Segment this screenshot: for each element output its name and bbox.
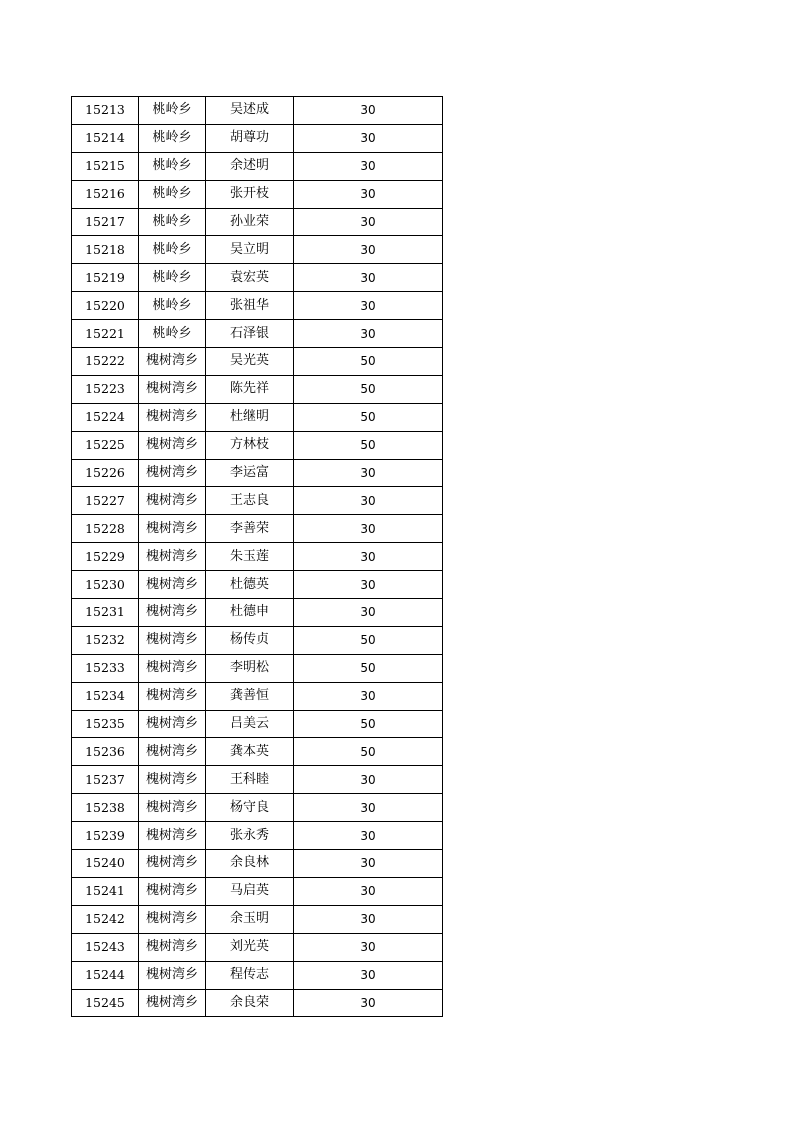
amount-cell: 30	[294, 877, 443, 905]
person-name-cell: 孙业荣	[206, 208, 294, 236]
amount-cell: 30	[294, 961, 443, 989]
id-cell: 15219	[72, 264, 139, 292]
amount-cell: 30	[294, 794, 443, 822]
person-name-cell: 杜德英	[206, 571, 294, 599]
table-row	[72, 710, 443, 738]
township-cell: 槐树湾乡	[139, 710, 206, 738]
table-row	[72, 738, 443, 766]
table-row	[72, 375, 443, 403]
person-name-cell: 马启英	[206, 877, 294, 905]
township-cell: 桃岭乡	[139, 97, 206, 125]
table-row	[72, 877, 443, 905]
township-cell: 桃岭乡	[139, 320, 206, 348]
amount-cell: 30	[294, 822, 443, 850]
id-cell: 15240	[72, 850, 139, 878]
amount-cell: 50	[294, 348, 443, 376]
id-cell: 15232	[72, 626, 139, 654]
person-name-cell: 石泽银	[206, 320, 294, 348]
table-row	[72, 487, 443, 515]
data-table	[71, 96, 443, 1017]
amount-cell: 30	[294, 180, 443, 208]
person-name-cell: 张永秀	[206, 822, 294, 850]
person-name-cell: 吕美云	[206, 710, 294, 738]
township-cell: 槐树湾乡	[139, 626, 206, 654]
table-row	[72, 766, 443, 794]
township-cell: 槐树湾乡	[139, 822, 206, 850]
amount-cell: 50	[294, 431, 443, 459]
person-name-cell: 杜继明	[206, 403, 294, 431]
amount-cell: 30	[294, 850, 443, 878]
amount-cell: 30	[294, 97, 443, 125]
township-cell: 桃岭乡	[139, 180, 206, 208]
table-row	[72, 208, 443, 236]
township-cell: 桃岭乡	[139, 124, 206, 152]
person-name-cell: 陈先祥	[206, 375, 294, 403]
amount-cell: 30	[294, 682, 443, 710]
id-cell: 15221	[72, 320, 139, 348]
id-cell: 15224	[72, 403, 139, 431]
township-cell: 槐树湾乡	[139, 905, 206, 933]
table-row	[72, 515, 443, 543]
township-cell: 槐树湾乡	[139, 933, 206, 961]
id-cell: 15228	[72, 515, 139, 543]
id-cell: 15223	[72, 375, 139, 403]
id-cell: 15226	[72, 459, 139, 487]
id-cell: 15222	[72, 348, 139, 376]
amount-cell: 30	[294, 543, 443, 571]
id-cell: 15236	[72, 738, 139, 766]
amount-cell: 30	[294, 320, 443, 348]
amount-cell: 30	[294, 264, 443, 292]
id-cell: 15233	[72, 654, 139, 682]
person-name-cell: 吴立明	[206, 236, 294, 264]
amount-cell: 30	[294, 571, 443, 599]
person-name-cell: 张祖华	[206, 292, 294, 320]
township-cell: 槐树湾乡	[139, 348, 206, 376]
table-row	[72, 292, 443, 320]
amount-cell: 50	[294, 375, 443, 403]
table-row	[72, 348, 443, 376]
table-row	[72, 626, 443, 654]
amount-cell: 50	[294, 654, 443, 682]
amount-cell: 30	[294, 766, 443, 794]
table-row	[72, 905, 443, 933]
person-name-cell: 方林枝	[206, 431, 294, 459]
table-row	[72, 124, 443, 152]
table-row	[72, 320, 443, 348]
table-row	[72, 571, 443, 599]
township-cell: 槐树湾乡	[139, 738, 206, 766]
table-row	[72, 682, 443, 710]
amount-cell: 30	[294, 124, 443, 152]
id-cell: 15229	[72, 543, 139, 571]
person-name-cell: 杨传贞	[206, 626, 294, 654]
id-cell: 15239	[72, 822, 139, 850]
amount-cell: 50	[294, 403, 443, 431]
township-cell: 槐树湾乡	[139, 850, 206, 878]
amount-cell: 30	[294, 459, 443, 487]
id-cell: 15241	[72, 877, 139, 905]
table-row	[72, 989, 443, 1017]
township-cell: 槐树湾乡	[139, 682, 206, 710]
table-row	[72, 543, 443, 571]
person-name-cell: 刘光英	[206, 933, 294, 961]
amount-cell: 30	[294, 989, 443, 1017]
person-name-cell: 程传志	[206, 961, 294, 989]
id-cell: 15225	[72, 431, 139, 459]
township-cell: 槐树湾乡	[139, 877, 206, 905]
township-cell: 桃岭乡	[139, 292, 206, 320]
table-row	[72, 961, 443, 989]
table-row	[72, 933, 443, 961]
amount-cell: 30	[294, 905, 443, 933]
person-name-cell: 龚善恒	[206, 682, 294, 710]
id-cell: 15214	[72, 124, 139, 152]
township-cell: 槐树湾乡	[139, 989, 206, 1017]
township-cell: 槐树湾乡	[139, 515, 206, 543]
id-cell: 15242	[72, 905, 139, 933]
person-name-cell: 袁宏英	[206, 264, 294, 292]
id-cell: 15235	[72, 710, 139, 738]
township-cell: 槐树湾乡	[139, 431, 206, 459]
township-cell: 槐树湾乡	[139, 794, 206, 822]
table-row	[72, 850, 443, 878]
person-name-cell: 龚本英	[206, 738, 294, 766]
amount-cell: 30	[294, 292, 443, 320]
person-name-cell: 吴光英	[206, 348, 294, 376]
township-cell: 槐树湾乡	[139, 654, 206, 682]
id-cell: 15216	[72, 180, 139, 208]
person-name-cell: 余述明	[206, 152, 294, 180]
person-name-cell: 张开枝	[206, 180, 294, 208]
township-cell: 槐树湾乡	[139, 459, 206, 487]
amount-cell: 50	[294, 710, 443, 738]
id-cell: 15218	[72, 236, 139, 264]
amount-cell: 30	[294, 236, 443, 264]
person-name-cell: 胡尊功	[206, 124, 294, 152]
table-row	[72, 459, 443, 487]
amount-cell: 50	[294, 626, 443, 654]
id-cell: 15244	[72, 961, 139, 989]
id-cell: 15213	[72, 97, 139, 125]
id-cell: 15217	[72, 208, 139, 236]
person-name-cell: 李善荣	[206, 515, 294, 543]
person-name-cell: 李明松	[206, 654, 294, 682]
township-cell: 槐树湾乡	[139, 961, 206, 989]
amount-cell: 30	[294, 599, 443, 627]
table-row	[72, 180, 443, 208]
person-name-cell: 朱玉莲	[206, 543, 294, 571]
township-cell: 桃岭乡	[139, 236, 206, 264]
township-cell: 桃岭乡	[139, 152, 206, 180]
township-cell: 槐树湾乡	[139, 766, 206, 794]
amount-cell: 50	[294, 738, 443, 766]
table-row	[72, 599, 443, 627]
table-body	[72, 97, 443, 1017]
id-cell: 15237	[72, 766, 139, 794]
id-cell: 15227	[72, 487, 139, 515]
amount-cell: 30	[294, 515, 443, 543]
id-cell: 15245	[72, 989, 139, 1017]
table-row	[72, 403, 443, 431]
amount-cell: 30	[294, 208, 443, 236]
id-cell: 15220	[72, 292, 139, 320]
table-row	[72, 97, 443, 125]
id-cell: 15231	[72, 599, 139, 627]
person-name-cell: 余良荣	[206, 989, 294, 1017]
person-name-cell: 王志良	[206, 487, 294, 515]
person-name-cell: 余良林	[206, 850, 294, 878]
id-cell: 15215	[72, 152, 139, 180]
person-name-cell: 李运富	[206, 459, 294, 487]
table-row	[72, 152, 443, 180]
amount-cell: 30	[294, 933, 443, 961]
table-row	[72, 431, 443, 459]
township-cell: 槐树湾乡	[139, 487, 206, 515]
table-row	[72, 264, 443, 292]
amount-cell: 30	[294, 487, 443, 515]
township-cell: 槐树湾乡	[139, 375, 206, 403]
id-cell: 15243	[72, 933, 139, 961]
township-cell: 槐树湾乡	[139, 599, 206, 627]
person-name-cell: 王科睦	[206, 766, 294, 794]
person-name-cell: 杜德申	[206, 599, 294, 627]
person-name-cell: 吴述成	[206, 97, 294, 125]
table-row	[72, 794, 443, 822]
table-row	[72, 236, 443, 264]
table-row	[72, 654, 443, 682]
township-cell: 槐树湾乡	[139, 571, 206, 599]
amount-cell: 30	[294, 152, 443, 180]
person-name-cell: 余玉明	[206, 905, 294, 933]
person-name-cell: 杨守良	[206, 794, 294, 822]
township-cell: 槐树湾乡	[139, 543, 206, 571]
township-cell: 桃岭乡	[139, 208, 206, 236]
table-row	[72, 822, 443, 850]
id-cell: 15230	[72, 571, 139, 599]
id-cell: 15238	[72, 794, 139, 822]
township-cell: 桃岭乡	[139, 264, 206, 292]
township-cell: 槐树湾乡	[139, 403, 206, 431]
id-cell: 15234	[72, 682, 139, 710]
